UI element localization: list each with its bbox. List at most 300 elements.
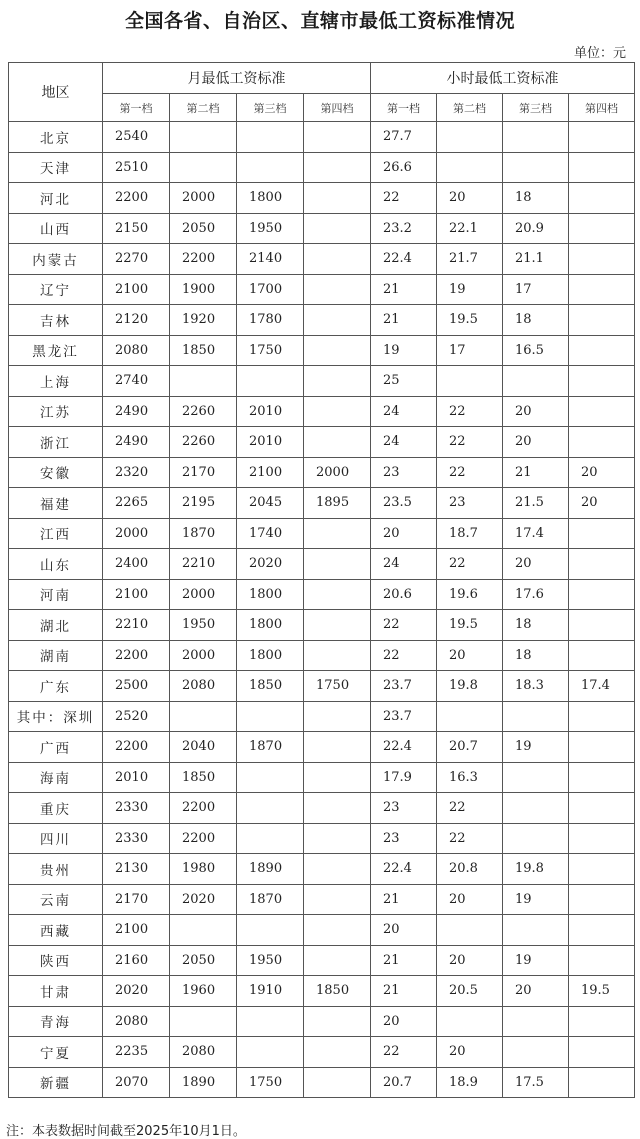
hourly-tier-4-cell	[569, 793, 635, 824]
monthly-tier-3-cell	[237, 762, 304, 793]
monthly-tier-1-cell: 2000	[103, 518, 170, 549]
hourly-tier-2-cell	[437, 701, 503, 732]
hourly-tier-1-cell: 21	[371, 274, 437, 305]
table-row	[9, 396, 635, 427]
table-row	[9, 549, 635, 580]
monthly-tier-1-cell: 2330	[103, 793, 170, 824]
hourly-tier-2-cell: 20.7	[437, 732, 503, 763]
hourly-tier-2-cell: 20.5	[437, 976, 503, 1007]
hourly-tier-3-cell: 19.8	[503, 854, 569, 885]
unit-label: 单位：元	[573, 46, 626, 61]
monthly-tier-3-cell: 1800	[237, 579, 304, 610]
monthly-tier-2-cell	[170, 1006, 237, 1037]
region-cell: 河南	[9, 579, 103, 610]
monthly-tier-2-cell: 2000	[170, 640, 237, 671]
hourly-tier-1-cell: 22	[371, 640, 437, 671]
monthly-tier-2-cell: 1850	[170, 335, 237, 366]
monthly-tier-4-cell: 1750	[304, 671, 371, 702]
region-cell: 贵州	[9, 854, 103, 885]
hourly-tier-2-cell: 22.1	[437, 213, 503, 244]
hourly-tier-1-cell: 22	[371, 1037, 437, 1068]
monthly-tier-2-cell: 1900	[170, 274, 237, 305]
hourly-tier-4-cell	[569, 701, 635, 732]
monthly-tier-4-cell	[304, 122, 371, 153]
hourly-tier-1-cell: 21	[371, 305, 437, 336]
monthly-tier-3-cell: 1800	[237, 610, 304, 641]
region-cell: 其中：深圳	[9, 701, 103, 732]
monthly-tier-1-cell: 2160	[103, 945, 170, 976]
hourly-tier-4-cell	[569, 549, 635, 580]
monthly-tier-header: 第三档	[237, 94, 304, 122]
monthly-tier-4-cell	[304, 762, 371, 793]
hourly-tier-1-cell: 21	[371, 976, 437, 1007]
hourly-tier-2-cell: 20	[437, 640, 503, 671]
monthly-tier-3-cell: 2140	[237, 244, 304, 275]
monthly-tier-2-cell: 2200	[170, 823, 237, 854]
monthly-tier-2-cell: 1950	[170, 610, 237, 641]
monthly-tier-1-cell: 2150	[103, 213, 170, 244]
monthly-tier-3-cell	[237, 701, 304, 732]
table-row	[9, 945, 635, 976]
table-row	[9, 213, 635, 244]
hourly-tier-2-cell: 22	[437, 823, 503, 854]
monthly-tier-4-cell	[304, 549, 371, 580]
monthly-tier-3-cell	[237, 1037, 304, 1068]
table-row	[9, 488, 635, 519]
hourly-tier-2-cell: 20	[437, 884, 503, 915]
monthly-tier-2-cell	[170, 366, 237, 397]
region-cell: 青海	[9, 1006, 103, 1037]
monthly-tier-3-cell: 1870	[237, 732, 304, 763]
monthly-tier-2-cell: 2020	[170, 884, 237, 915]
hourly-tier-4-cell	[569, 122, 635, 153]
hourly-tier-4-cell	[569, 213, 635, 244]
hourly-tier-4-cell: 20	[569, 457, 635, 488]
hourly-tier-1-cell: 24	[371, 396, 437, 427]
hourly-tier-2-cell: 19	[437, 274, 503, 305]
hourly-tier-2-cell: 19.8	[437, 671, 503, 702]
table-row	[9, 518, 635, 549]
monthly-tier-1-cell: 2200	[103, 183, 170, 214]
table-row	[9, 884, 635, 915]
monthly-header: 月最低工资标准	[103, 63, 371, 94]
hourly-tier-1-cell: 23.2	[371, 213, 437, 244]
monthly-tier-1-cell: 2200	[103, 640, 170, 671]
monthly-tier-1-cell: 2100	[103, 579, 170, 610]
region-cell: 北京	[9, 122, 103, 153]
region-cell: 湖北	[9, 610, 103, 641]
monthly-tier-3-cell: 1700	[237, 274, 304, 305]
monthly-tier-4-cell	[304, 732, 371, 763]
monthly-tier-3-cell: 1850	[237, 671, 304, 702]
hourly-tier-4-cell	[569, 518, 635, 549]
table-row	[9, 1067, 635, 1098]
hourly-tier-2-cell: 16.3	[437, 762, 503, 793]
hourly-tier-4-cell: 17.4	[569, 671, 635, 702]
table-row	[9, 915, 635, 946]
region-cell: 云南	[9, 884, 103, 915]
monthly-tier-1-cell: 2120	[103, 305, 170, 336]
hourly-tier-4-cell	[569, 183, 635, 214]
monthly-tier-2-cell: 2210	[170, 549, 237, 580]
hourly-header: 小时最低工资标准	[371, 63, 635, 94]
hourly-tier-3-cell: 18	[503, 640, 569, 671]
monthly-tier-4-cell	[304, 610, 371, 641]
monthly-tier-1-cell: 2500	[103, 671, 170, 702]
hourly-tier-4-cell	[569, 274, 635, 305]
hourly-tier-1-cell: 27.7	[371, 122, 437, 153]
monthly-tier-2-cell: 2050	[170, 213, 237, 244]
table-row	[9, 1006, 635, 1037]
hourly-tier-2-cell	[437, 122, 503, 153]
monthly-tier-header: 第四档	[304, 94, 371, 122]
region-cell: 广西	[9, 732, 103, 763]
hourly-tier-2-cell: 19.5	[437, 610, 503, 641]
hourly-tier-4-cell	[569, 640, 635, 671]
monthly-tier-1-cell: 2100	[103, 915, 170, 946]
monthly-tier-3-cell: 1750	[237, 335, 304, 366]
monthly-tier-3-cell: 1780	[237, 305, 304, 336]
monthly-tier-1-cell: 2520	[103, 701, 170, 732]
table-row	[9, 244, 635, 275]
monthly-tier-1-cell: 2490	[103, 427, 170, 458]
region-cell: 吉林	[9, 305, 103, 336]
monthly-tier-4-cell	[304, 579, 371, 610]
hourly-tier-2-cell	[437, 366, 503, 397]
hourly-tier-1-cell: 23	[371, 457, 437, 488]
hourly-tier-1-cell: 20	[371, 915, 437, 946]
monthly-tier-4-cell	[304, 427, 371, 458]
hourly-tier-4-cell	[569, 1067, 635, 1098]
table-row	[9, 274, 635, 305]
hourly-tier-2-cell: 18.7	[437, 518, 503, 549]
hourly-tier-3-cell: 19	[503, 884, 569, 915]
hourly-tier-1-cell: 24	[371, 549, 437, 580]
monthly-tier-1-cell: 2070	[103, 1067, 170, 1098]
hourly-tier-4-cell	[569, 854, 635, 885]
monthly-tier-4-cell	[304, 945, 371, 976]
monthly-tier-3-cell: 1910	[237, 976, 304, 1007]
hourly-tier-1-cell: 19	[371, 335, 437, 366]
monthly-tier-3-cell	[237, 122, 304, 153]
hourly-tier-2-cell: 20.8	[437, 854, 503, 885]
hourly-tier-header: 第四档	[569, 94, 635, 122]
hourly-tier-3-cell	[503, 366, 569, 397]
monthly-tier-1-cell: 2080	[103, 335, 170, 366]
hourly-tier-4-cell	[569, 945, 635, 976]
hourly-tier-1-cell: 22	[371, 610, 437, 641]
hourly-tier-3-cell: 21.1	[503, 244, 569, 275]
hourly-tier-2-cell	[437, 915, 503, 946]
hourly-tier-3-cell	[503, 762, 569, 793]
hourly-tier-1-cell: 20	[371, 1006, 437, 1037]
hourly-tier-4-cell	[569, 762, 635, 793]
monthly-tier-4-cell: 2000	[304, 457, 371, 488]
monthly-tier-3-cell	[237, 823, 304, 854]
hourly-tier-2-cell: 17	[437, 335, 503, 366]
hourly-tier-1-cell: 21	[371, 945, 437, 976]
region-cell: 黑龙江	[9, 335, 103, 366]
hourly-tier-3-cell: 19	[503, 732, 569, 763]
region-cell: 重庆	[9, 793, 103, 824]
monthly-tier-4-cell	[304, 244, 371, 275]
region-cell: 浙江	[9, 427, 103, 458]
table-row	[9, 823, 635, 854]
table-row	[9, 335, 635, 366]
hourly-tier-3-cell	[503, 915, 569, 946]
monthly-tier-3-cell	[237, 915, 304, 946]
table-row	[9, 366, 635, 397]
hourly-tier-3-cell: 17	[503, 274, 569, 305]
monthly-tier-4-cell	[304, 183, 371, 214]
hourly-tier-4-cell	[569, 610, 635, 641]
monthly-tier-2-cell: 2000	[170, 579, 237, 610]
monthly-tier-4-cell	[304, 335, 371, 366]
hourly-tier-3-cell: 17.5	[503, 1067, 569, 1098]
hourly-tier-4-cell	[569, 335, 635, 366]
table-body	[9, 122, 635, 1098]
hourly-tier-3-cell: 18.3	[503, 671, 569, 702]
region-cell: 天津	[9, 152, 103, 183]
monthly-tier-3-cell	[237, 152, 304, 183]
hourly-tier-3-cell: 18	[503, 610, 569, 641]
monthly-tier-4-cell: 1895	[304, 488, 371, 519]
monthly-tier-4-cell	[304, 701, 371, 732]
monthly-tier-1-cell: 2020	[103, 976, 170, 1007]
table-row	[9, 610, 635, 641]
hourly-tier-1-cell: 25	[371, 366, 437, 397]
hourly-tier-3-cell: 17.4	[503, 518, 569, 549]
hourly-tier-3-cell	[503, 823, 569, 854]
hourly-tier-2-cell: 19.6	[437, 579, 503, 610]
monthly-tier-3-cell: 1870	[237, 884, 304, 915]
hourly-tier-3-cell	[503, 1006, 569, 1037]
hourly-tier-4-cell	[569, 152, 635, 183]
hourly-tier-1-cell: 22.4	[371, 854, 437, 885]
region-cell: 江西	[9, 518, 103, 549]
monthly-tier-1-cell: 2540	[103, 122, 170, 153]
region-cell: 河北	[9, 183, 103, 214]
hourly-tier-1-cell: 23.7	[371, 701, 437, 732]
monthly-tier-2-cell: 1870	[170, 518, 237, 549]
hourly-tier-4-cell: 20	[569, 488, 635, 519]
monthly-tier-2-cell	[170, 152, 237, 183]
table-row	[9, 640, 635, 671]
region-cell: 四川	[9, 823, 103, 854]
region-cell: 安徽	[9, 457, 103, 488]
hourly-tier-3-cell: 21	[503, 457, 569, 488]
monthly-tier-3-cell: 1950	[237, 213, 304, 244]
hourly-tier-1-cell: 23.5	[371, 488, 437, 519]
monthly-tier-3-cell	[237, 366, 304, 397]
hourly-tier-header: 第一档	[371, 94, 437, 122]
hourly-tier-3-cell	[503, 701, 569, 732]
monthly-tier-1-cell: 2080	[103, 1006, 170, 1037]
table-row	[9, 976, 635, 1007]
monthly-tier-1-cell: 2100	[103, 274, 170, 305]
hourly-tier-1-cell: 17.9	[371, 762, 437, 793]
region-cell: 新疆	[9, 1067, 103, 1098]
monthly-tier-1-cell: 2740	[103, 366, 170, 397]
monthly-tier-4-cell	[304, 152, 371, 183]
hourly-tier-1-cell: 22	[371, 183, 437, 214]
hourly-tier-4-cell	[569, 396, 635, 427]
monthly-tier-4-cell	[304, 366, 371, 397]
monthly-tier-4-cell	[304, 823, 371, 854]
table-row	[9, 457, 635, 488]
hourly-tier-3-cell: 20.9	[503, 213, 569, 244]
hourly-tier-1-cell: 26.6	[371, 152, 437, 183]
table-row	[9, 762, 635, 793]
monthly-tier-4-cell	[304, 396, 371, 427]
hourly-tier-2-cell: 22	[437, 549, 503, 580]
monthly-tier-2-cell: 1980	[170, 854, 237, 885]
hourly-tier-4-cell	[569, 366, 635, 397]
monthly-tier-3-cell: 2010	[237, 396, 304, 427]
hourly-tier-2-cell: 21.7	[437, 244, 503, 275]
table-row	[9, 671, 635, 702]
table-row	[9, 305, 635, 336]
hourly-tier-4-cell	[569, 915, 635, 946]
hourly-tier-2-cell: 23	[437, 488, 503, 519]
hourly-tier-1-cell: 22.4	[371, 732, 437, 763]
monthly-tier-1-cell: 2400	[103, 549, 170, 580]
monthly-tier-2-cell: 1920	[170, 305, 237, 336]
hourly-tier-2-cell: 18.9	[437, 1067, 503, 1098]
monthly-tier-2-cell: 2080	[170, 1037, 237, 1068]
hourly-tier-4-cell	[569, 823, 635, 854]
monthly-tier-1-cell: 2265	[103, 488, 170, 519]
monthly-tier-2-cell: 2260	[170, 427, 237, 458]
region-cell: 海南	[9, 762, 103, 793]
monthly-tier-4-cell	[304, 854, 371, 885]
region-header: 地区	[9, 63, 103, 122]
monthly-tier-3-cell: 1740	[237, 518, 304, 549]
hourly-tier-3-cell: 19	[503, 945, 569, 976]
hourly-tier-3-cell: 21.5	[503, 488, 569, 519]
region-cell: 陕西	[9, 945, 103, 976]
table-row	[9, 1037, 635, 1068]
monthly-tier-4-cell	[304, 884, 371, 915]
hourly-tier-1-cell: 23	[371, 823, 437, 854]
hourly-tier-2-cell: 19.5	[437, 305, 503, 336]
monthly-tier-4-cell	[304, 1037, 371, 1068]
hourly-tier-3-cell: 20	[503, 976, 569, 1007]
table-row	[9, 854, 635, 885]
region-cell: 甘肃	[9, 976, 103, 1007]
hourly-tier-2-cell: 20	[437, 945, 503, 976]
monthly-tier-1-cell: 2330	[103, 823, 170, 854]
hourly-tier-1-cell: 24	[371, 427, 437, 458]
hourly-tier-4-cell	[569, 884, 635, 915]
monthly-tier-1-cell: 2010	[103, 762, 170, 793]
monthly-tier-1-cell: 2490	[103, 396, 170, 427]
monthly-tier-4-cell	[304, 274, 371, 305]
monthly-tier-2-cell: 2170	[170, 457, 237, 488]
hourly-tier-header: 第三档	[503, 94, 569, 122]
hourly-tier-1-cell: 23	[371, 793, 437, 824]
region-cell: 广东	[9, 671, 103, 702]
hourly-tier-2-cell: 20	[437, 1037, 503, 1068]
region-cell: 福建	[9, 488, 103, 519]
hourly-tier-3-cell: 20	[503, 549, 569, 580]
table-row	[9, 701, 635, 732]
monthly-tier-4-cell	[304, 640, 371, 671]
hourly-tier-4-cell	[569, 1006, 635, 1037]
monthly-tier-header: 第二档	[170, 94, 237, 122]
table-row	[9, 152, 635, 183]
region-cell: 湖南	[9, 640, 103, 671]
hourly-tier-3-cell	[503, 793, 569, 824]
min-wage-table	[8, 62, 635, 1098]
hourly-tier-3-cell: 20	[503, 427, 569, 458]
region-cell: 山西	[9, 213, 103, 244]
region-cell: 辽宁	[9, 274, 103, 305]
monthly-tier-2-cell: 2080	[170, 671, 237, 702]
hourly-tier-4-cell: 19.5	[569, 976, 635, 1007]
monthly-tier-2-cell: 2200	[170, 793, 237, 824]
hourly-tier-1-cell: 20.7	[371, 1067, 437, 1098]
monthly-tier-4-cell: 1850	[304, 976, 371, 1007]
monthly-tier-2-cell: 1890	[170, 1067, 237, 1098]
hourly-tier-4-cell	[569, 1037, 635, 1068]
monthly-tier-1-cell: 2235	[103, 1037, 170, 1068]
monthly-tier-1-cell: 2130	[103, 854, 170, 885]
hourly-tier-3-cell	[503, 152, 569, 183]
monthly-tier-1-cell: 2200	[103, 732, 170, 763]
monthly-tier-2-cell: 2050	[170, 945, 237, 976]
monthly-tier-1-cell: 2270	[103, 244, 170, 275]
monthly-tier-2-cell: 2260	[170, 396, 237, 427]
monthly-tier-1-cell: 2210	[103, 610, 170, 641]
monthly-tier-3-cell: 1890	[237, 854, 304, 885]
hourly-tier-4-cell	[569, 305, 635, 336]
region-cell: 宁夏	[9, 1037, 103, 1068]
table-row	[9, 183, 635, 214]
region-cell: 西藏	[9, 915, 103, 946]
monthly-tier-3-cell: 2020	[237, 549, 304, 580]
monthly-tier-1-cell: 2510	[103, 152, 170, 183]
hourly-tier-4-cell	[569, 427, 635, 458]
monthly-tier-1-cell: 2320	[103, 457, 170, 488]
monthly-tier-2-cell: 2200	[170, 244, 237, 275]
monthly-tier-2-cell: 2000	[170, 183, 237, 214]
table-row	[9, 427, 635, 458]
hourly-tier-header: 第二档	[437, 94, 503, 122]
table-row	[9, 579, 635, 610]
monthly-tier-4-cell	[304, 1067, 371, 1098]
hourly-tier-2-cell: 22	[437, 457, 503, 488]
hourly-tier-2-cell	[437, 152, 503, 183]
hourly-tier-4-cell	[569, 732, 635, 763]
region-cell: 山东	[9, 549, 103, 580]
monthly-tier-3-cell: 1800	[237, 183, 304, 214]
monthly-tier-3-cell: 1750	[237, 1067, 304, 1098]
hourly-tier-3-cell: 20	[503, 396, 569, 427]
hourly-tier-1-cell: 20	[371, 518, 437, 549]
monthly-tier-2-cell: 1850	[170, 762, 237, 793]
monthly-tier-2-cell	[170, 915, 237, 946]
table-row	[9, 793, 635, 824]
monthly-tier-3-cell	[237, 793, 304, 824]
monthly-tier-2-cell	[170, 701, 237, 732]
monthly-tier-4-cell	[304, 518, 371, 549]
monthly-tier-header: 第一档	[103, 94, 170, 122]
monthly-tier-2-cell: 2040	[170, 732, 237, 763]
monthly-tier-3-cell: 2100	[237, 457, 304, 488]
table-row	[9, 732, 635, 763]
monthly-tier-4-cell	[304, 213, 371, 244]
